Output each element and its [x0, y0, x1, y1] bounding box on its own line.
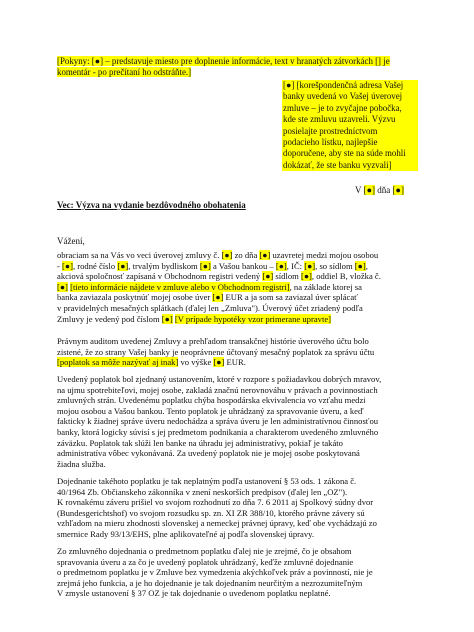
instructions-line-1: [Pokyny: [●] – predstavuje miesto pre doplnenie informácie, text v hranatých zátvorkách [] je [57, 56, 390, 66]
paragraph-uncertainty [57, 546, 419, 599]
instructions-note [57, 56, 429, 79]
instructions-line-2: komentár - po prečítaní ho odstráňte.] [57, 67, 192, 78]
text-line: záväzku. Poplatok tak slúži len banke na úhradu jej administratívy, pokiaľ je takáto [57, 437, 343, 448]
placeholder: [●] [199, 260, 211, 271]
placeholder: [●] [259, 250, 271, 260]
text-line: zistené, že zo strany Vašej banky je neoprávnene účtovaný mesačný poplatok za správu účtu [57, 346, 375, 357]
text: EUR. [226, 357, 246, 368]
comment: [poplatok sa môže nazývať aj inak] [57, 357, 179, 368]
text: , IČ: [286, 260, 303, 271]
text-line: banky, ktorá logicky súvisí s jej predmetom podnikania a charakterom uvedeného zmluvného [57, 426, 379, 437]
text-line: Zo zmluvného dojednania o predmetnom poplatku ďalej nie je zrejmé, čo je obsahom [57, 546, 352, 556]
text: , [365, 260, 368, 271]
text: zo dňa [234, 250, 258, 260]
text-line: administratíva vôbec vykonávaná. Za uvedený poplatok nie je mojej osobe poskytovaná [57, 448, 360, 459]
text: , rodné číslo [72, 260, 116, 271]
address-line: dokázať, že ste banku vyzvali] [283, 159, 392, 170]
text-line: na ujmu spotrebiteľovi, mojej osobe, zakladá značnú nerovnováhu v právach a povinnostiach [57, 384, 378, 395]
text: , so sídlom [315, 260, 353, 271]
text: , na základe ktorej sa [289, 281, 362, 292]
place-date-line [355, 185, 404, 195]
text: uzavretej medzi mojou osobou [272, 250, 379, 260]
paragraph-contract [57, 250, 419, 324]
text: - [57, 260, 60, 271]
text-line: zmluvných strán. Uvedenému poplatku chýba hospodárska ekvivalencia vo vzťahu medzi [57, 395, 366, 406]
text: vo výške [180, 357, 212, 368]
address-line: posielajte prostredníctvom [283, 125, 378, 136]
placeholder: [●] [117, 260, 129, 271]
text-line: 40/1964 Zb. Občianskeho zákonníka v znení neskorších predpisov (ďalej len „OZ"). [57, 486, 348, 497]
text-line: Dojednanie takéhoto poplatku je tak neplatným podľa ustanovení § 53 ods. 1 zákona č. [57, 476, 357, 486]
text-line: V zmysle ustanovení § 37 OZ je tak dojednanie o uvedenom poplatku neplatné. [57, 588, 331, 599]
subject-line: Vec: Výzva na vydanie bezdôvodného obohatenia [57, 200, 246, 210]
paragraph-audit [57, 336, 419, 368]
address-line: doporučene, aby ste na súde mohli [283, 148, 406, 159]
placeholder: [●] [304, 260, 316, 271]
text-line: fakticky k žiadnej správe úveru nedochádza a správa úveru je len administratívnou činnosťou [57, 416, 379, 427]
text: akciová spoločnosť zapísaná v Obchodnom registri vedený [57, 271, 261, 282]
text-line: Právnym auditom uvedenej Zmluvy a prehľadom transakčnej histórie úverového účtu bolo [57, 336, 369, 346]
text-line: o predmetnom poplatku je v Zmluve bez vymedzenia akýchkoľvek práv a povinností, nie je [57, 567, 373, 578]
address-line: banky uvedená vo Vašej úverovej [283, 91, 403, 102]
placeholder: [●] [212, 292, 224, 303]
text-line: smernice Rady 93/13/EHS, plne aplikovateľné aj podľa slovenskej úpravy. [57, 528, 315, 539]
text-line: vzhľadom na mieru zhodnosti slovenskej a nemeckej právnej úpravy, keď obe vychádzajú zo [57, 518, 377, 529]
text-line: Uvedený poplatok bol zjednaný ustanovením, ktoré v rozpore s požiadavkou dobrých mravov, [57, 374, 382, 384]
text-line: K rovnakému záveru prišiel vo svojom rozhodnutí zo dňa 7. 6 2011 aj Spolkový súdny dvor [57, 497, 374, 508]
text: sídlom [275, 271, 299, 282]
text-line: zrejmá jeho funkcia, a je ho dojednanie je tak dojednaním neurčitým a nezrozumiteľným [57, 577, 363, 588]
address-line: kde ste zmluvu uzavreli. Výzvu [283, 114, 396, 125]
text-line: žiadna služba. [57, 458, 106, 469]
text: , trvalým bydliskom [128, 260, 198, 271]
text: a Vašou bankou – [212, 260, 274, 271]
text: , oddiel B, vložka č. [311, 271, 381, 282]
place-placeholder: [●] [363, 185, 376, 195]
text: banka zaviazala poskytnúť mojej osobe úver [57, 292, 211, 303]
paragraph-fee [57, 374, 419, 469]
text-line: (Bundesgerichtshof) vo svojom rozsudku sp. zn. XI ZR 388/10, ktorého právne závery sú [57, 507, 365, 518]
bank-address-block [282, 80, 418, 171]
date-v: V [355, 185, 362, 195]
address-line: [●] [korešpondenčná adresa Vašej [283, 80, 404, 90]
text: EUR a ja som sa zaviazal úver splácať [225, 292, 358, 303]
text-line: v pravidelných mesačných splátkach (ďalej len „Zmluva"). Úverový účet zriadený podľa [57, 302, 363, 313]
date-placeholder: [●] [392, 185, 404, 195]
date-dna: dňa [377, 185, 391, 195]
placeholder: [●] [62, 260, 73, 271]
placeholder: [●] [221, 250, 233, 260]
placeholder: [●] [57, 281, 68, 292]
placeholder: [●] [213, 357, 225, 368]
text-line: spravovania úveru a za čo je uvedený poplatok uhrádzaný, keďže zmluvné dojednanie [57, 556, 354, 567]
text: obraciam sa na Vás vo veci úverovej zmluvy č. [57, 250, 220, 260]
greeting: Vážení, [57, 236, 85, 246]
placeholder: [●] [262, 271, 274, 282]
placeholder: [●] [354, 260, 366, 271]
text-line: mojou osobou a Vašou bankou. Tento poplatok je uhrádzaný za spravovanie úveru, a keď [57, 405, 364, 416]
address-line: podacieho lístku, najlepšie [283, 137, 378, 148]
address-line: zmluve – je to zvyčajne pobočka, [283, 102, 402, 113]
placeholder: [●] [275, 260, 287, 271]
text: Zmluvy je vedený pod číslom [57, 313, 160, 324]
comment: [tieto informácie nájdete v zmluve alebo v Obchodnom registri] [70, 281, 290, 292]
paragraph-invalidity [57, 476, 419, 540]
placeholder: [●] [300, 271, 312, 282]
comment: [V prípade hypotéky vzor primerane upravte] [174, 313, 332, 324]
placeholder: [●] [161, 313, 173, 324]
